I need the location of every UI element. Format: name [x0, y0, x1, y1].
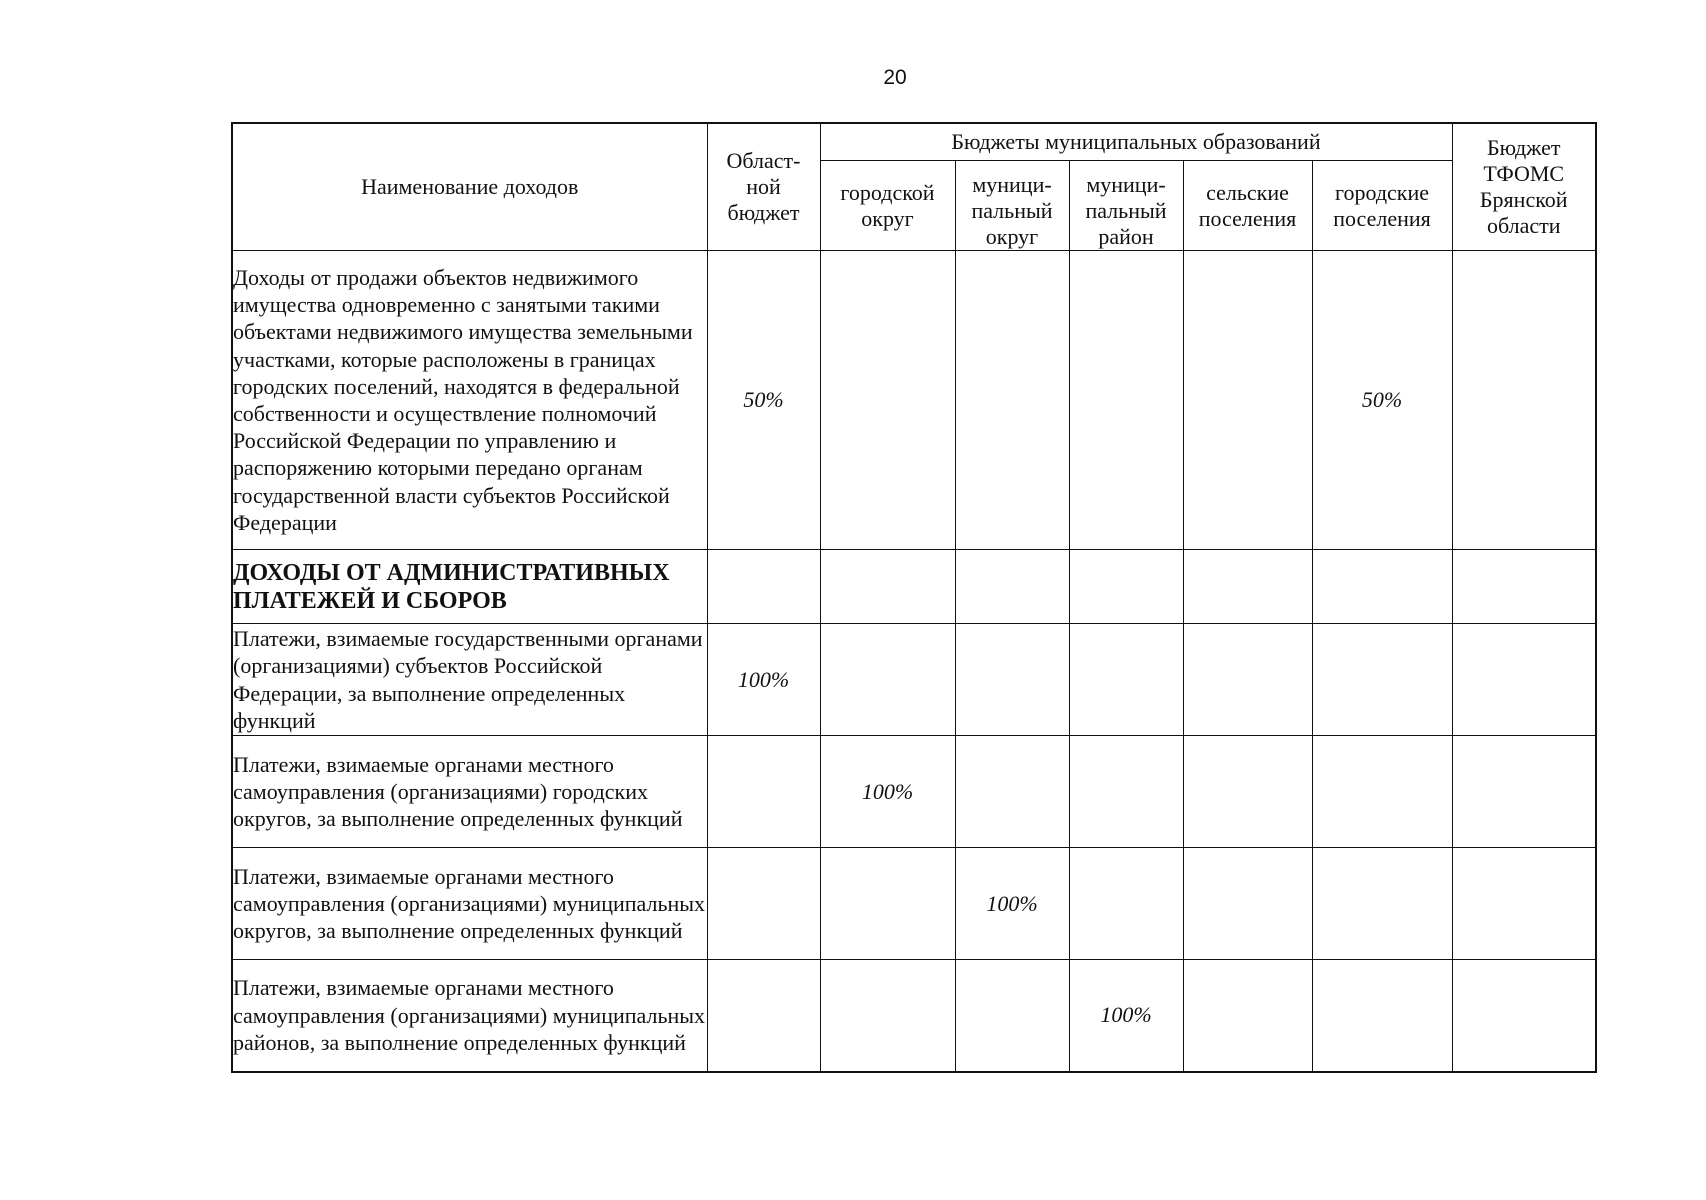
- value-regional: [707, 848, 820, 960]
- header-urban-settlements: городские поселения: [1312, 161, 1452, 251]
- table-header: [232, 123, 1596, 251]
- value-regional: [707, 960, 820, 1072]
- value-municipal-okrug: [955, 550, 1069, 624]
- value-municipal-okrug: [955, 251, 1069, 550]
- value-regional: 100%: [707, 624, 820, 736]
- header-rural-settlements: сельские поселения: [1183, 161, 1312, 251]
- value-rural-settlements: [1183, 960, 1312, 1072]
- value-regional: [707, 736, 820, 848]
- revenue-name: Доходы от продажи объектов недвижимого имущества одновременно с занятыми такими объектами недвижимого имущества земельными участками, которые расположены в границах городских поселений, находятся в федеральной собственности и осуществление полномочий Российской Федерации по управлению и распоряжению которыми передано органам государственной власти субъектов Российской Федерации: [232, 251, 707, 550]
- value-tfoms: [1452, 960, 1596, 1072]
- table-row: [232, 624, 1596, 736]
- value-urban-settlements: [1312, 736, 1452, 848]
- value-city-district: [820, 550, 955, 624]
- value-rural-settlements: [1183, 848, 1312, 960]
- revenue-distribution-table: [231, 122, 1597, 1073]
- value-municipal-district: [1069, 848, 1183, 960]
- header-revenue-name: Наименование доходов: [232, 123, 707, 251]
- section-heading: ДОХОДЫ ОТ АДМИНИСТРАТИВНЫХ ПЛАТЕЖЕЙ И СБОРОВ: [232, 550, 707, 624]
- value-regional: 50%: [707, 251, 820, 550]
- revenue-name: Платежи, взимаемые государственными органами (организациями) субъектов Российской Федерации, за выполнение определенных функций: [232, 624, 707, 736]
- value-municipal-district: [1069, 251, 1183, 550]
- table-row-section: [232, 550, 1596, 624]
- value-city-district: [820, 960, 955, 1072]
- value-tfoms: [1452, 251, 1596, 550]
- header-city-district: городской округ: [820, 161, 955, 251]
- page-number: 20: [883, 66, 907, 89]
- value-city-district: [820, 251, 955, 550]
- value-rural-settlements: [1183, 550, 1312, 624]
- value-city-district: 100%: [820, 736, 955, 848]
- value-rural-settlements: [1183, 251, 1312, 550]
- table-row: [232, 251, 1596, 550]
- value-urban-settlements: [1312, 960, 1452, 1072]
- value-tfoms: [1452, 848, 1596, 960]
- value-city-district: [820, 848, 955, 960]
- value-urban-settlements: [1312, 550, 1452, 624]
- value-municipal-okrug: [955, 960, 1069, 1072]
- value-urban-settlements: [1312, 848, 1452, 960]
- value-tfoms: [1452, 624, 1596, 736]
- value-regional: [707, 550, 820, 624]
- value-city-district: [820, 624, 955, 736]
- value-tfoms: [1452, 550, 1596, 624]
- value-municipal-okrug: 100%: [955, 848, 1069, 960]
- revenue-name: Платежи, взимаемые органами местного самоуправления (организациями) муниципальных округов, за выполнение определенных функций: [232, 848, 707, 960]
- value-urban-settlements: 50%: [1312, 251, 1452, 550]
- value-municipal-okrug: [955, 624, 1069, 736]
- table-row: [232, 848, 1596, 960]
- revenue-name: Платежи, взимаемые органами местного самоуправления (организациями) муниципальных районов, за выполнение определенных функций: [232, 960, 707, 1072]
- value-municipal-district: [1069, 736, 1183, 848]
- header-municipal-okrug: муници- пальный округ: [955, 161, 1069, 251]
- value-rural-settlements: [1183, 736, 1312, 848]
- table-row: [232, 960, 1596, 1072]
- header-regional-budget: Област- ной бюджет: [707, 123, 820, 251]
- table-row: [232, 736, 1596, 848]
- value-municipal-district: [1069, 550, 1183, 624]
- value-tfoms: [1452, 736, 1596, 848]
- value-rural-settlements: [1183, 624, 1312, 736]
- header-municipal-budgets: Бюджеты муниципальных образований: [820, 123, 1452, 161]
- header-municipal-district: муници- пальный район: [1069, 161, 1183, 251]
- value-municipal-okrug: [955, 736, 1069, 848]
- value-municipal-district: [1069, 624, 1183, 736]
- revenue-name: Платежи, взимаемые органами местного самоуправления (организациями) городских округов, за выполнение определенных функций: [232, 736, 707, 848]
- value-municipal-district: 100%: [1069, 960, 1183, 1072]
- value-urban-settlements: [1312, 624, 1452, 736]
- header-tfoms-budget: Бюджет ТФОМС Брянской области: [1452, 123, 1596, 251]
